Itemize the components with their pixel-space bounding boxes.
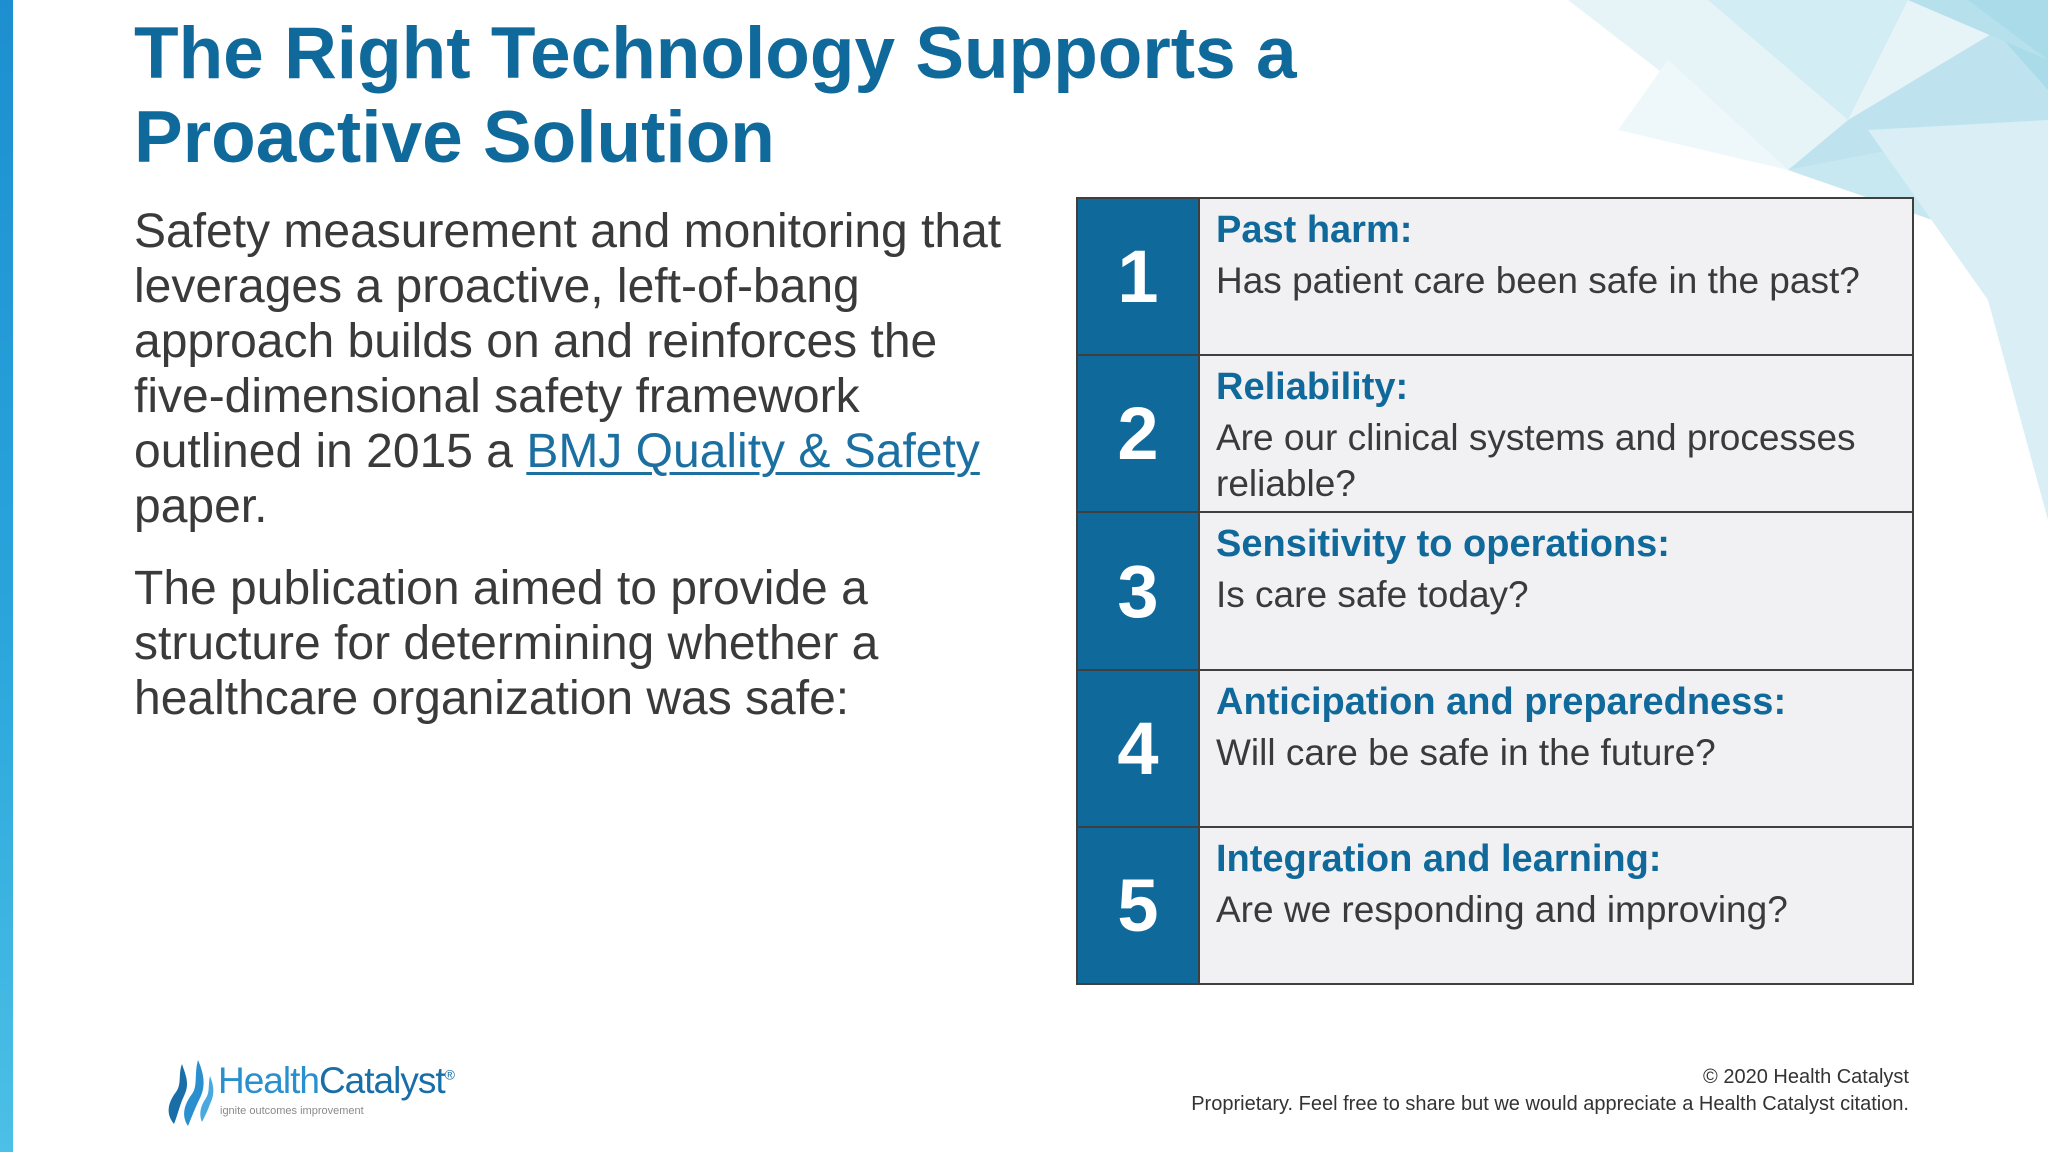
slide-title: The Right Technology Supports a Proactive Solution [134, 13, 1297, 178]
intro-text-end: paper. [134, 480, 268, 533]
health-catalyst-logo [160, 1050, 480, 1130]
footer-notice: Proprietary. Feel free to share but we would appreciate a Health Catalyst citation. [1191, 1093, 1909, 1115]
footer-copyright: © 2020 Health Catalyst [1703, 1066, 1909, 1088]
row-question: Are we responding and improving? [1216, 888, 1788, 930]
row-content [1200, 513, 1912, 668]
framework-row-2 [1078, 356, 1912, 513]
logo-tagline: ignite outcomes improvement [220, 1105, 364, 1117]
row-number: 4 [1078, 671, 1200, 826]
intro-text: Safety measurement and monitoring that leverages a proactive, left-of-bang approach builds on and reinforces the five-dimensional safety framework outlined in 2015 a [134, 205, 1002, 478]
safety-framework-table [1076, 197, 1914, 985]
publication-paragraph: The publication aimed to provide a structure for determining whether a healthcare organization was safe: [134, 562, 879, 725]
intro-paragraph [134, 204, 1034, 534]
framework-row-1 [1078, 199, 1912, 356]
row-content [1200, 671, 1912, 826]
logo-word-catalyst: Catalyst [318, 1060, 445, 1101]
row-heading: Reliability: [1216, 366, 1409, 409]
row-question: Will care be safe in the future? [1216, 731, 1716, 773]
row-heading: Sensitivity to operations: [1216, 523, 1670, 566]
body-text [134, 204, 1034, 753]
flame-logo-icon [160, 1054, 216, 1128]
logo-word-health: Health [218, 1060, 319, 1101]
framework-row-4 [1078, 671, 1912, 828]
row-question: Has patient care been safe in the past? [1216, 260, 1860, 301]
row-number: 1 [1078, 199, 1200, 354]
logo-trademark: ® [444, 1066, 454, 1083]
framework-row-3 [1078, 513, 1912, 670]
row-content [1200, 356, 1912, 511]
row-content [1200, 828, 1912, 983]
bmj-quality-safety-link[interactable]: BMJ Quality & Safety [526, 425, 980, 478]
footer [1191, 1064, 1909, 1118]
row-number: 3 [1078, 513, 1200, 668]
framework-row-5 [1078, 828, 1912, 983]
left-accent-bar [0, 0, 13, 1152]
row-question: Is care safe today? [1216, 574, 1529, 616]
row-heading: Integration and learning: [1216, 837, 1662, 880]
row-heading: Anticipation and preparedness: [1216, 680, 1787, 723]
logo-wordmark [218, 1060, 454, 1102]
row-number: 5 [1078, 828, 1200, 983]
row-question: Are our clinical systems and processes reliable? [1216, 417, 1856, 505]
row-number: 2 [1078, 356, 1200, 511]
row-heading: Past harm: [1216, 209, 1413, 251]
row-content [1200, 199, 1912, 354]
